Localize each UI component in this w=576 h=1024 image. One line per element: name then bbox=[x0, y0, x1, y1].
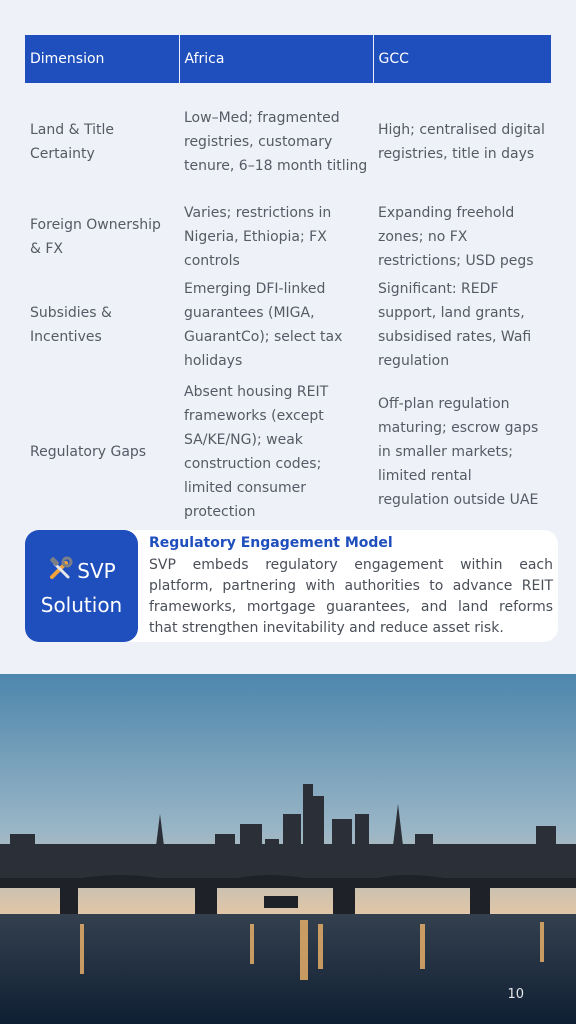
row-dimension: Regulatory Gaps bbox=[30, 444, 147, 460]
callout-body: SVP embeds regulatory engagement within each platform, partnering with authorities to advance REIT frameworks, mortgage guarantees, and land reforms that strengthen inevitability and reduce asset risk. bbox=[149, 557, 553, 636]
skyline-illustration bbox=[0, 674, 576, 1024]
svp-solution-callout bbox=[25, 530, 558, 642]
table-body bbox=[25, 83, 551, 527]
row-gcc: Expanding freehold zones; no FX restrictions; USD pegs bbox=[378, 205, 534, 269]
comparison-table bbox=[25, 35, 551, 527]
row-africa: Absent housing REIT frameworks (except SA/KE/NG); weak construction codes; limited consumer protection bbox=[184, 384, 329, 520]
callout-heading: Regulatory Engagement Model bbox=[149, 535, 393, 551]
row-dimension: Land & Title Certainty bbox=[30, 122, 114, 162]
svp-solution-badge bbox=[25, 530, 138, 642]
table-row bbox=[25, 83, 551, 201]
table-row bbox=[25, 273, 551, 377]
row-africa: Varies; restrictions in Nigeria, Ethiopia; FX controls bbox=[184, 205, 332, 269]
city-skyline-photo bbox=[0, 674, 576, 1024]
badge-title: SVP bbox=[77, 559, 116, 583]
header-gcc: GCC bbox=[373, 35, 551, 83]
table-header bbox=[25, 35, 551, 83]
header-africa: Africa bbox=[179, 35, 373, 83]
row-gcc: Significant: REDF support, land grants, subsidised rates, Wafi regulation bbox=[378, 281, 532, 369]
header-dimension: Dimension bbox=[25, 35, 179, 83]
row-dimension: Foreign Ownership & FX bbox=[30, 217, 161, 257]
row-africa: Emerging DFI-linked guarantees (MIGA, GuarantCo); select tax holidays bbox=[184, 281, 343, 369]
comparison-table-container bbox=[25, 35, 551, 527]
table-row bbox=[25, 201, 551, 273]
page-number: 10 bbox=[507, 987, 524, 1002]
badge-subtitle: Solution bbox=[40, 592, 123, 617]
row-gcc: High; centralised digital registries, title in days bbox=[378, 122, 545, 162]
row-africa: Low–Med; fragmented registries, customary tenure, 6–18 month titling bbox=[184, 110, 368, 174]
row-gcc: Off-plan regulation maturing; escrow gaps in smaller markets; limited rental regulation outside UAE bbox=[378, 396, 539, 508]
table-row bbox=[25, 377, 551, 527]
tools-icon bbox=[47, 556, 77, 587]
row-dimension: Subsidies & Incentives bbox=[30, 305, 112, 345]
